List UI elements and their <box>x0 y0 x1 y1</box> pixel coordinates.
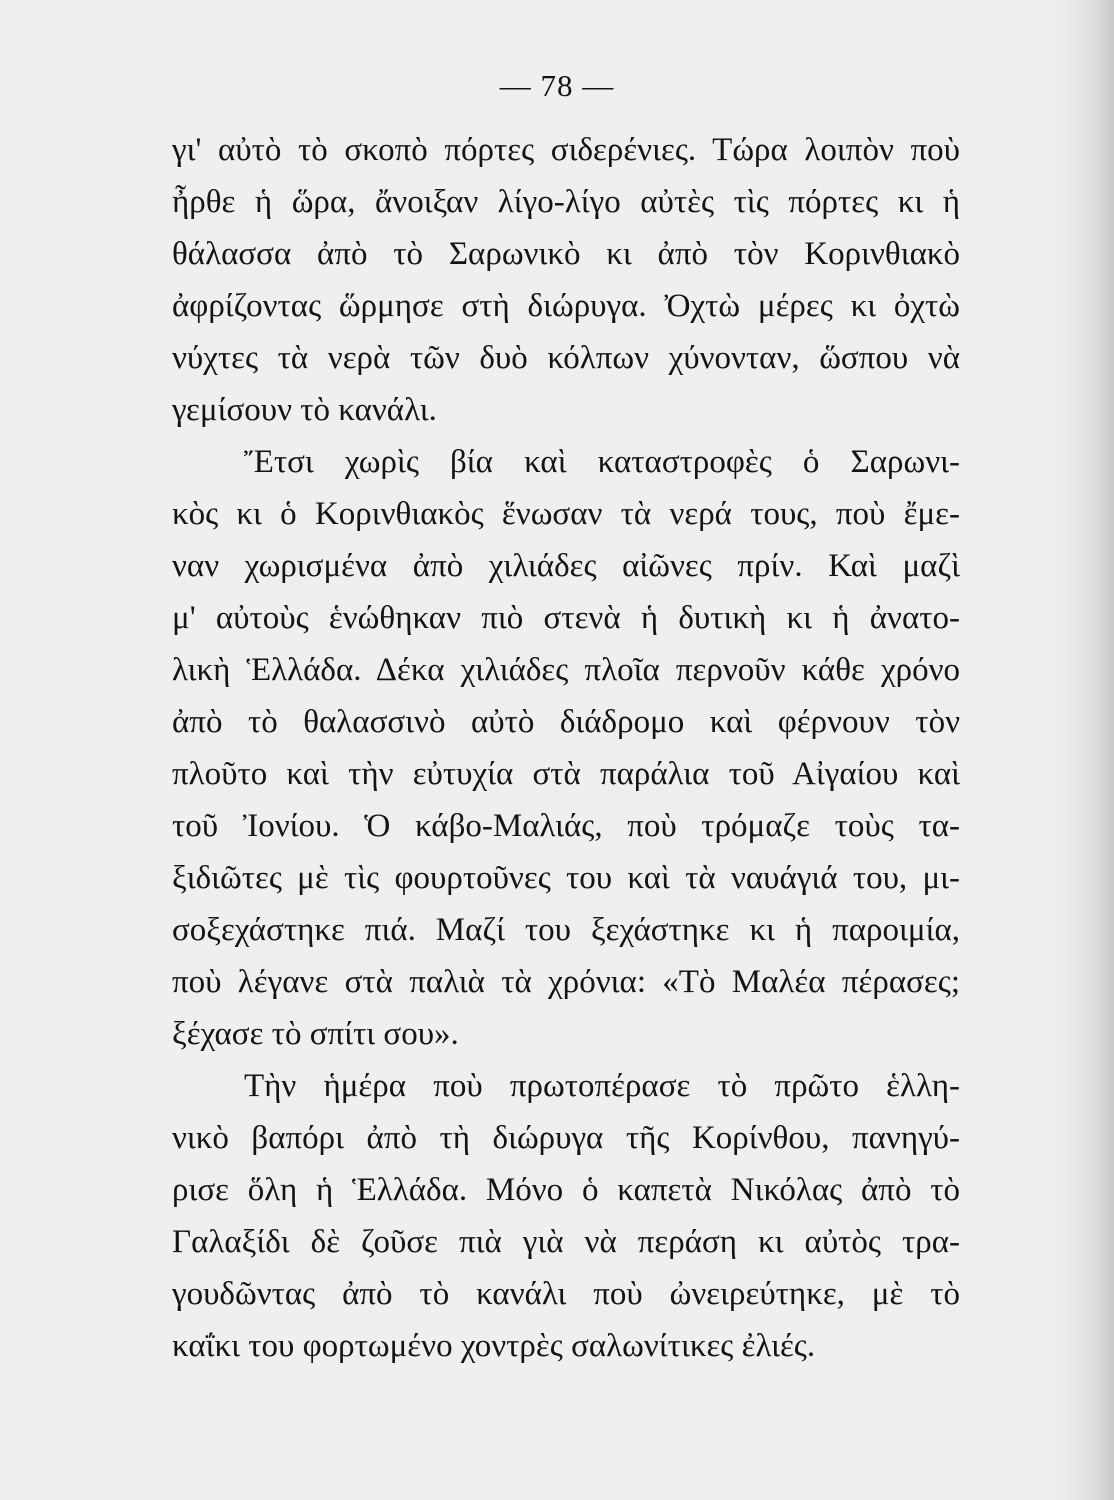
text-line: Γαλαξίδι δὲ ζοῦσε πιὰ γιὰ νὰ περάση κι αὐτὸς τρα- <box>172 1224 960 1260</box>
text-line: ἦρθε ἡ ὥρα, ἄνοιξαν λίγο-λίγο αὐτὲς τὶς πόρτες κι ἡ <box>172 184 960 220</box>
text-line: ξιδιῶτες μὲ τὶς φουρτοῦνες του καὶ τὰ ναυάγιά του, μι- <box>172 860 960 896</box>
text-line: ξέχασε τὸ σπίτι σου». <box>172 1016 459 1052</box>
text-line: ρισε ὅλη ἡ Ἑλλάδα. Μόνο ὁ καπετὰ Νικόλας ἀπὸ τὸ <box>172 1172 960 1208</box>
page-number: — 78 — <box>499 68 615 103</box>
text-line: Ἔτσι χωρὶς βία καὶ καταστροφὲς ὁ Σαρωνι- <box>244 444 960 480</box>
text-line: γεμίσουν τὸ κανάλι. <box>172 392 437 428</box>
page-edge-shadow <box>1054 0 1114 1500</box>
text-line: πλοῦτο καὶ τὴν εὐτυχία στὰ παράλια τοῦ Αἰγαίου καὶ <box>172 756 960 792</box>
text-line: Τὴν ἡμέρα ποὺ πρωτοπέρασε τὸ πρῶτο ἑλλη- <box>244 1068 960 1104</box>
text-line: κὸς κι ὁ Κορινθιακὸς ἕνωσαν τὰ νερά τους, ποὺ ἔμε- <box>172 496 960 532</box>
text-line: γι' αὐτὸ τὸ σκοπὸ πόρτες σιδερένιες. Τώρα λοιπὸν ποὺ <box>172 132 960 168</box>
text-line: ποὺ λέγανε στὰ παλιὰ τὰ χρόνια: «Τὸ Μαλέα πέρασες; <box>172 964 960 1000</box>
text-line: γουδῶντας ἀπὸ τὸ κανάλι ποὺ ὠνειρεύτηκε, μὲ τὸ <box>172 1276 960 1312</box>
text-line: ἀπὸ τὸ θαλασσινὸ αὐτὸ διάδρομο καὶ φέρνουν τὸν <box>172 704 960 740</box>
text-line: μ' αὐτοὺς ἑνώθηκαν πιὸ στενὰ ἡ δυτικὴ κι ἡ ἀνατο- <box>172 600 960 636</box>
text-line: λικὴ Ἑλλάδα. Δέκα χιλιάδες πλοῖα περνοῦν κάθε χρόνο <box>172 652 960 688</box>
text-line: καΐκι του φορτωμένο χοντρὲς σαλωνίτικες ἐλιές. <box>172 1328 816 1364</box>
text-line: ἀφρίζοντας ὥρμησε στὴ διώρυγα. Ὀχτὼ μέρες κι ὀχτὼ <box>172 288 960 324</box>
paragraph-2 <box>172 436 960 1060</box>
text-line: ναν χωρισμένα ἀπὸ χιλιάδες αἰῶνες πρίν. Καὶ μαζὶ <box>172 548 960 584</box>
paragraph-1 <box>172 124 960 436</box>
text-line: θάλασσα ἀπὸ τὸ Σαρωνικὸ κι ἀπὸ τὸν Κορινθιακὸ <box>172 236 960 272</box>
text-line: νύχτες τὰ νερὰ τῶν δυὸ κόλπων χύνονταν, ὥσπου νὰ <box>172 340 960 376</box>
text-line: σοξεχάστηκε πιά. Μαζί του ξεχάστηκε κι ἡ παροιμία, <box>172 912 960 948</box>
text-line: νικὸ βαπόρι ἀπὸ τὴ διώρυγα τῆς Κορίνθου, πανηγύ- <box>172 1120 960 1156</box>
text-line: τοῦ Ἰονίου. Ὁ κάβο-Μαλιάς, ποὺ τρόμαζε τοὺς τα- <box>172 808 960 844</box>
paragraph-3 <box>172 1060 960 1372</box>
body-text <box>172 124 960 1372</box>
